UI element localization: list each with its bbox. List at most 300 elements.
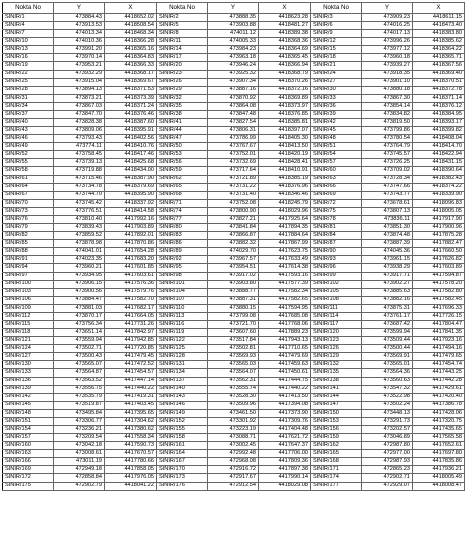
table-body (3, 14, 465, 491)
x-value-cell: 4417578.20 (413, 280, 465, 288)
y-value-cell: 473709.02 (362, 167, 413, 175)
point-id-cell: SINIR/122 (157, 337, 208, 345)
x-value-cell: 4417479.65 (413, 353, 465, 361)
x-value-cell: 4417444.75 (259, 377, 311, 385)
y-value-cell: 473991.20 (54, 46, 105, 54)
point-id-cell: SINIR/10 (3, 38, 54, 46)
point-id-cell: SINIR/32 (157, 94, 208, 102)
point-id-cell: SINIR/13 (3, 46, 54, 54)
y-value-cell: 473799.86 (362, 127, 413, 135)
x-value-cell: 4417454.57 (105, 369, 157, 377)
y-value-cell: 473888.35 (208, 14, 259, 22)
point-id-cell: SINIR/133 (3, 369, 54, 377)
y-value-cell: 473502.71 (54, 345, 105, 353)
point-id-cell: SINIR/136 (3, 377, 54, 385)
x-value-cell: 4418370.51 (413, 78, 465, 86)
x-value-cell: 4417440.22 (259, 385, 311, 393)
x-value-cell: 4418366.28 (105, 38, 157, 46)
y-value-cell: 473767.67 (208, 143, 259, 151)
x-value-cell: 4418420.19 (259, 151, 311, 159)
point-id-cell: SINIR/58 (3, 167, 54, 175)
y-value-cell: 473651.14 (54, 329, 105, 337)
y-value-cell: 473884.47 (54, 296, 105, 304)
x-value-cell: 4418399.82 (413, 127, 465, 135)
y-value-cell: 473917.02 (208, 272, 259, 280)
table-row (3, 70, 465, 78)
point-id-cell: SINIR/26 (157, 78, 208, 86)
x-value-cell: 4417903.89 (105, 224, 157, 232)
x-value-cell: 4417731.26 (105, 320, 157, 328)
point-id-cell: SINIR/42 (311, 119, 362, 127)
y-value-cell: 472917.67 (208, 474, 259, 482)
x-value-cell: 4417917.90 (413, 215, 465, 223)
point-id-cell: SINIR/76 (3, 215, 54, 223)
table-row (3, 272, 465, 280)
table-row (3, 425, 465, 433)
point-id-cell: SINIR/7 (3, 30, 54, 38)
point-id-cell: SINIR/85 (3, 240, 54, 248)
y-value-cell: 472992.48 (208, 450, 259, 458)
table-row (3, 369, 465, 377)
point-id-cell: SINIR/89 (157, 248, 208, 256)
y-value-cell: 474017.13 (362, 30, 413, 38)
table-row (3, 199, 465, 207)
point-id-cell: SINIR/103 (3, 288, 54, 296)
table-row (3, 14, 465, 22)
point-id-cell: SINIR/74 (157, 207, 208, 215)
x-value-cell: 4417443.25 (413, 369, 465, 377)
point-id-cell: SINIR/73 (3, 207, 54, 215)
y-value-cell: 473810.40 (54, 215, 105, 223)
y-value-cell: 473088.71 (208, 434, 259, 442)
table-row (3, 232, 465, 240)
x-value-cell: 4417603.61 (105, 272, 157, 280)
y-value-cell: 472929.07 (362, 482, 413, 490)
point-id-cell: SINIR/162 (311, 442, 362, 450)
point-id-cell: SINIR/9 (311, 30, 362, 38)
x-value-cell: 4418425.68 (105, 159, 157, 167)
y-value-cell: 473776.51 (54, 207, 105, 215)
x-value-cell: 4417442.28 (413, 377, 465, 385)
y-value-cell: 473721.70 (208, 320, 259, 328)
x-value-cell: 4417633.49 (259, 256, 311, 264)
x-value-cell: 4418372.16 (259, 86, 311, 94)
y-value-cell: 473678.61 (362, 199, 413, 207)
y-value-cell: 473807.13 (362, 207, 413, 215)
x-value-cell: 4417594.95 (259, 304, 311, 312)
point-id-cell: SINIR/16 (3, 54, 54, 62)
y-value-cell: 473522.98 (362, 393, 413, 401)
y-value-cell: 473870.92 (208, 94, 259, 102)
y-value-cell: 472977.00 (362, 450, 413, 458)
x-value-cell: 4418387.60 (105, 119, 157, 127)
point-id-cell: SINIR/113 (157, 312, 208, 320)
y-value-cell: 472916.72 (208, 466, 259, 474)
point-id-cell: SINIR/78 (311, 215, 362, 223)
x-value-cell: 4417582.65 (259, 296, 311, 304)
y-value-cell: 473884.43 (54, 14, 105, 22)
point-id-cell: SINIR/156 (311, 425, 362, 433)
point-id-cell: SINIR/165 (311, 450, 362, 458)
y-value-cell: 472902.71 (362, 474, 413, 482)
x-value-cell: 4417875.28 (413, 232, 465, 240)
table-row (3, 296, 465, 304)
point-id-cell: SINIR/111 (311, 304, 362, 312)
point-id-cell: SINIR/141 (311, 385, 362, 393)
point-id-cell: SINIR/64 (3, 183, 54, 191)
x-value-cell: 4417593.16 (259, 272, 311, 280)
x-value-cell: 4418397.07 (259, 127, 311, 135)
y-value-cell: 473731.22 (208, 183, 259, 191)
point-id-cell: SINIR/151 (3, 417, 54, 425)
point-id-cell: SINIR/97 (3, 272, 54, 280)
point-id-cell: SINIR/149 (157, 409, 208, 417)
x-value-cell: 4418623.28 (259, 14, 311, 22)
x-value-cell: 4417892.01 (105, 232, 157, 240)
point-id-cell: SINIR/75 (311, 207, 362, 215)
header-x: X (105, 3, 157, 14)
y-value-cell: 473002.45 (208, 442, 259, 450)
point-id-cell: SINIR/18 (311, 54, 362, 62)
table-row (3, 240, 465, 248)
point-id-cell: SINIR/174 (311, 474, 362, 482)
y-value-cell: 473559.94 (54, 337, 105, 345)
y-value-cell: 473752.01 (208, 151, 259, 159)
point-id-cell: SINIR/138 (311, 377, 362, 385)
y-value-cell: 473774.11 (54, 143, 105, 151)
table-row (3, 78, 465, 86)
point-id-cell: SINIR/45 (311, 127, 362, 135)
point-id-cell: SINIR/167 (157, 458, 208, 466)
y-value-cell: 473954.51 (208, 264, 259, 272)
table-row (3, 264, 465, 272)
x-value-cell: 4417894.35 (259, 224, 311, 232)
point-id-cell: SINIR/48 (311, 135, 362, 143)
point-id-cell: SINIR/150 (311, 409, 362, 417)
x-value-cell: 4417479.69 (259, 353, 311, 361)
table-row (3, 377, 465, 385)
point-id-cell: SINIR/5 (157, 22, 208, 30)
x-value-cell: 4417320.75 (413, 417, 465, 425)
table-row (3, 46, 465, 54)
x-value-cell: 4417696.33 (413, 304, 465, 312)
x-value-cell: 4417472.52 (105, 361, 157, 369)
y-value-cell: 473743.77 (362, 191, 413, 199)
table-row (3, 62, 465, 70)
x-value-cell: 4417590.73 (105, 442, 157, 450)
point-id-cell: SINIR/77 (157, 215, 208, 223)
y-value-cell: 473291.73 (362, 417, 413, 425)
y-value-cell: 474041.01 (54, 248, 105, 256)
y-value-cell: 472865.23 (362, 466, 413, 474)
table-row (3, 337, 465, 345)
table-row (3, 482, 465, 490)
x-value-cell: 4418385.19 (259, 175, 311, 183)
point-id-cell: SINIR/57 (311, 159, 362, 167)
x-value-cell: 4418245.79 (259, 199, 311, 207)
x-value-cell: 4417582.80 (413, 288, 465, 296)
x-value-cell: 4418414.70 (413, 143, 465, 151)
y-value-cell: 473721.89 (208, 175, 259, 183)
point-id-cell: SINIR/40 (3, 119, 54, 127)
x-value-cell: 4418371.14 (413, 94, 465, 102)
y-value-cell: 473495.84 (54, 409, 105, 417)
y-value-cell: 473500.43 (54, 353, 105, 361)
x-value-cell: 4417682.17 (105, 304, 157, 312)
point-id-cell: SINIR/65 (157, 183, 208, 191)
y-value-cell: 473565.07 (54, 361, 105, 369)
point-id-cell: SINIR/21 (311, 62, 362, 70)
y-value-cell: 473864.08 (208, 102, 259, 110)
y-value-cell: 473901.10 (362, 78, 413, 86)
y-value-cell: 473881.03 (54, 304, 105, 312)
table-row (3, 110, 465, 118)
x-value-cell: 4418387.90 (105, 175, 157, 183)
x-value-cell: 4418408.04 (413, 135, 465, 143)
header-nokta-no: Nokta No (311, 3, 362, 14)
y-value-cell: 473828.38 (54, 119, 105, 127)
x-value-cell: 4418346.46 (259, 191, 311, 199)
point-id-cell: SINIR/110 (157, 304, 208, 312)
table-row (3, 159, 465, 167)
point-id-cell: SINIR/55 (3, 159, 54, 167)
point-id-cell: SINIR/1 (3, 14, 54, 22)
y-value-cell: 473717.64 (208, 167, 259, 175)
x-value-cell: 4417923.16 (413, 337, 465, 345)
x-value-cell: 4418376.46 (105, 110, 157, 118)
table-row (3, 119, 465, 127)
point-id-cell: SINIR/173 (157, 474, 208, 482)
x-value-cell: 4417768.06 (259, 320, 311, 328)
y-value-cell: 473745.42 (54, 199, 105, 207)
x-value-cell: 4418369.40 (413, 70, 465, 78)
point-id-cell: SINIR/66 (311, 183, 362, 191)
y-value-cell: 473913.53 (54, 22, 105, 30)
table-row (3, 361, 465, 369)
y-value-cell: 473866.87 (208, 232, 259, 240)
table-row (3, 474, 465, 482)
x-value-cell: 4417601.85 (105, 264, 157, 272)
x-value-cell: 4417594.87 (413, 272, 465, 280)
x-value-cell: 4417720.85 (105, 345, 157, 353)
y-value-cell: 473887.31 (208, 296, 259, 304)
y-value-cell: 473564.07 (208, 369, 259, 377)
table-row (3, 329, 465, 337)
x-value-cell: 4417936.21 (413, 466, 465, 474)
y-value-cell: 473726.25 (362, 159, 413, 167)
point-id-cell: SINIR/88 (3, 248, 54, 256)
point-id-cell: SINIR/80 (157, 224, 208, 232)
point-id-cell: SINIR/119 (157, 329, 208, 337)
x-value-cell: 4418374.22 (413, 183, 465, 191)
y-value-cell: 473202.57 (362, 425, 413, 433)
y-value-cell: 473236.21 (54, 425, 105, 433)
table-row (3, 167, 465, 175)
table-row (3, 466, 465, 474)
y-value-cell: 473728.34 (362, 175, 413, 183)
x-value-cell: 4417603.89 (413, 264, 465, 272)
point-id-cell: SINIR/31 (3, 94, 54, 102)
y-value-cell: 473528.30 (208, 393, 259, 401)
x-value-cell: 4418368.79 (259, 70, 311, 78)
point-id-cell: SINIR/20 (157, 62, 208, 70)
point-id-cell: SINIR/166 (3, 458, 54, 466)
x-value-cell: 4418376.12 (413, 102, 465, 110)
x-value-cell: 4418434.00 (105, 167, 157, 175)
y-value-cell: 473734.78 (54, 183, 105, 191)
point-id-cell: SINIR/72 (311, 199, 362, 207)
x-value-cell: 4418369.89 (259, 94, 311, 102)
y-value-cell: 473909.23 (362, 14, 413, 22)
point-id-cell: SINIR/116 (157, 320, 208, 328)
point-id-cell: SINIR/35 (157, 102, 208, 110)
point-id-cell: SINIR/132 (311, 361, 362, 369)
table-row (3, 280, 465, 288)
x-value-cell: 4417897.38 (259, 466, 311, 474)
x-value-cell: 4418365.45 (259, 54, 311, 62)
x-value-cell: 4417889.23 (259, 329, 311, 337)
y-value-cell: 473903.80 (208, 280, 259, 288)
table-row (3, 320, 465, 328)
y-value-cell: 473715.46 (54, 175, 105, 183)
point-id-cell: SINIR/67 (3, 191, 54, 199)
point-id-cell: SINIR/25 (3, 78, 54, 86)
point-id-cell: SINIR/160 (3, 442, 54, 450)
x-value-cell: 4418385.62 (413, 38, 465, 46)
point-id-cell: SINIR/135 (311, 369, 362, 377)
point-id-cell: SINIR/134 (157, 369, 208, 377)
point-id-cell: SINIR/172 (3, 474, 54, 482)
y-value-cell: 473761.17 (362, 312, 413, 320)
x-value-cell: 4417706.00 (259, 450, 311, 458)
x-value-cell: 4418364.83 (105, 54, 157, 62)
x-value-cell: 4417647.37 (259, 442, 311, 450)
point-id-cell: SINIR/90 (311, 248, 362, 256)
x-value-cell: 4417858.05 (105, 466, 157, 474)
point-id-cell: SINIR/118 (3, 329, 54, 337)
y-value-cell: 473764.79 (362, 143, 413, 151)
x-value-cell: 4418364.22 (413, 46, 465, 54)
y-value-cell: 473915.04 (54, 78, 105, 86)
y-value-cell: 472912.54 (208, 482, 259, 490)
table-row (3, 393, 465, 401)
point-id-cell: SINIR/120 (311, 329, 362, 337)
point-id-cell: SINIR/104 (157, 288, 208, 296)
y-value-cell: 473977.12 (362, 46, 413, 54)
y-value-cell: 472949.18 (54, 466, 105, 474)
point-id-cell: SINIR/140 (157, 385, 208, 393)
x-value-cell: 4417394.08 (259, 401, 311, 409)
x-value-cell: 4418366.33 (105, 62, 157, 70)
y-value-cell: 473555.74 (208, 385, 259, 393)
x-value-cell: 4418390.64 (413, 167, 465, 175)
x-value-cell: 4417664.05 (105, 312, 157, 320)
x-value-cell: 4417726.15 (413, 312, 465, 320)
y-value-cell: 472987.93 (362, 458, 413, 466)
x-value-cell: 4417804.47 (413, 320, 465, 328)
y-value-cell: 473042.18 (54, 442, 105, 450)
point-id-cell: SINIR/137 (157, 377, 208, 385)
x-value-cell: 4417882.47 (413, 240, 465, 248)
coordinate-sheet (2, 2, 464, 558)
table-row (3, 127, 465, 135)
y-value-cell: 473301.92 (208, 417, 259, 425)
y-value-cell: 473938.29 (362, 264, 413, 272)
header-y: Y (54, 3, 105, 14)
point-id-cell: SINIR/4 (3, 22, 54, 30)
point-id-cell: SINIR/49 (3, 143, 54, 151)
table-row (3, 450, 465, 458)
table-row (3, 135, 465, 143)
y-value-cell: 473535.79 (54, 393, 105, 401)
point-id-cell: SINIR/147 (311, 401, 362, 409)
table-row (3, 151, 465, 159)
point-id-cell: SINIR/164 (157, 450, 208, 458)
x-value-cell: 4417435.65 (413, 425, 465, 433)
point-id-cell: SINIR/39 (311, 110, 362, 118)
point-id-cell: SINIR/99 (311, 272, 362, 280)
x-value-cell: 4417450.61 (259, 369, 311, 377)
x-value-cell: 4417621.72 (259, 434, 311, 442)
table-row (3, 434, 465, 442)
x-value-cell: 4418367.56 (413, 62, 465, 70)
point-id-cell: SINIR/15 (311, 46, 362, 54)
point-id-cell: SINIR/176 (157, 482, 208, 490)
x-value-cell: 4417309.76 (259, 417, 311, 425)
x-value-cell: 4418373.39 (105, 94, 157, 102)
y-value-cell: 473565.03 (208, 361, 259, 369)
point-id-cell: SINIR/98 (157, 272, 208, 280)
x-value-cell: 4418382.43 (413, 175, 465, 183)
y-value-cell: 473564.36 (362, 369, 413, 377)
point-id-cell: SINIR/117 (311, 320, 362, 328)
table-row (3, 38, 465, 46)
x-value-cell: 4417614.38 (259, 264, 311, 272)
x-value-cell: 4418508.54 (105, 22, 157, 30)
point-id-cell: SINIR/38 (157, 110, 208, 118)
x-value-cell: 4418473.40 (413, 22, 465, 30)
y-value-cell: 473563.52 (54, 377, 105, 385)
y-value-cell: 473875.31 (362, 304, 413, 312)
x-value-cell: 4417579.76 (105, 288, 157, 296)
table-row (3, 288, 465, 296)
point-id-cell: SINIR/51 (311, 143, 362, 151)
table-row (3, 102, 465, 110)
point-id-cell: SINIR/68 (157, 191, 208, 199)
y-value-cell: 473747.66 (362, 183, 413, 191)
y-value-cell: 473918.35 (362, 70, 413, 78)
point-id-cell: SINIR/115 (3, 320, 54, 328)
x-value-cell: 4417842.97 (105, 329, 157, 337)
y-value-cell: 473934.95 (54, 272, 105, 280)
y-value-cell: 472968.08 (208, 458, 259, 466)
table-row (3, 54, 465, 62)
point-id-cell: SINIR/79 (3, 224, 54, 232)
x-value-cell: 4417386.78 (413, 401, 465, 409)
point-id-cell: SINIR/81 (311, 224, 362, 232)
point-id-cell: SINIR/24 (311, 70, 362, 78)
point-id-cell: SINIR/108 (311, 296, 362, 304)
x-value-cell: 4418652.02 (105, 14, 157, 22)
x-value-cell: 4417395.65 (105, 409, 157, 417)
y-value-cell: 472858.84 (54, 474, 105, 482)
y-value-cell: 473878.98 (54, 240, 105, 248)
y-value-cell: 473867.30 (362, 94, 413, 102)
point-id-cell: SINIR/146 (157, 401, 208, 409)
point-id-cell: SINIR/168 (311, 458, 362, 466)
y-value-cell: 473887.16 (208, 86, 259, 94)
y-value-cell: 473008.61 (54, 450, 105, 458)
